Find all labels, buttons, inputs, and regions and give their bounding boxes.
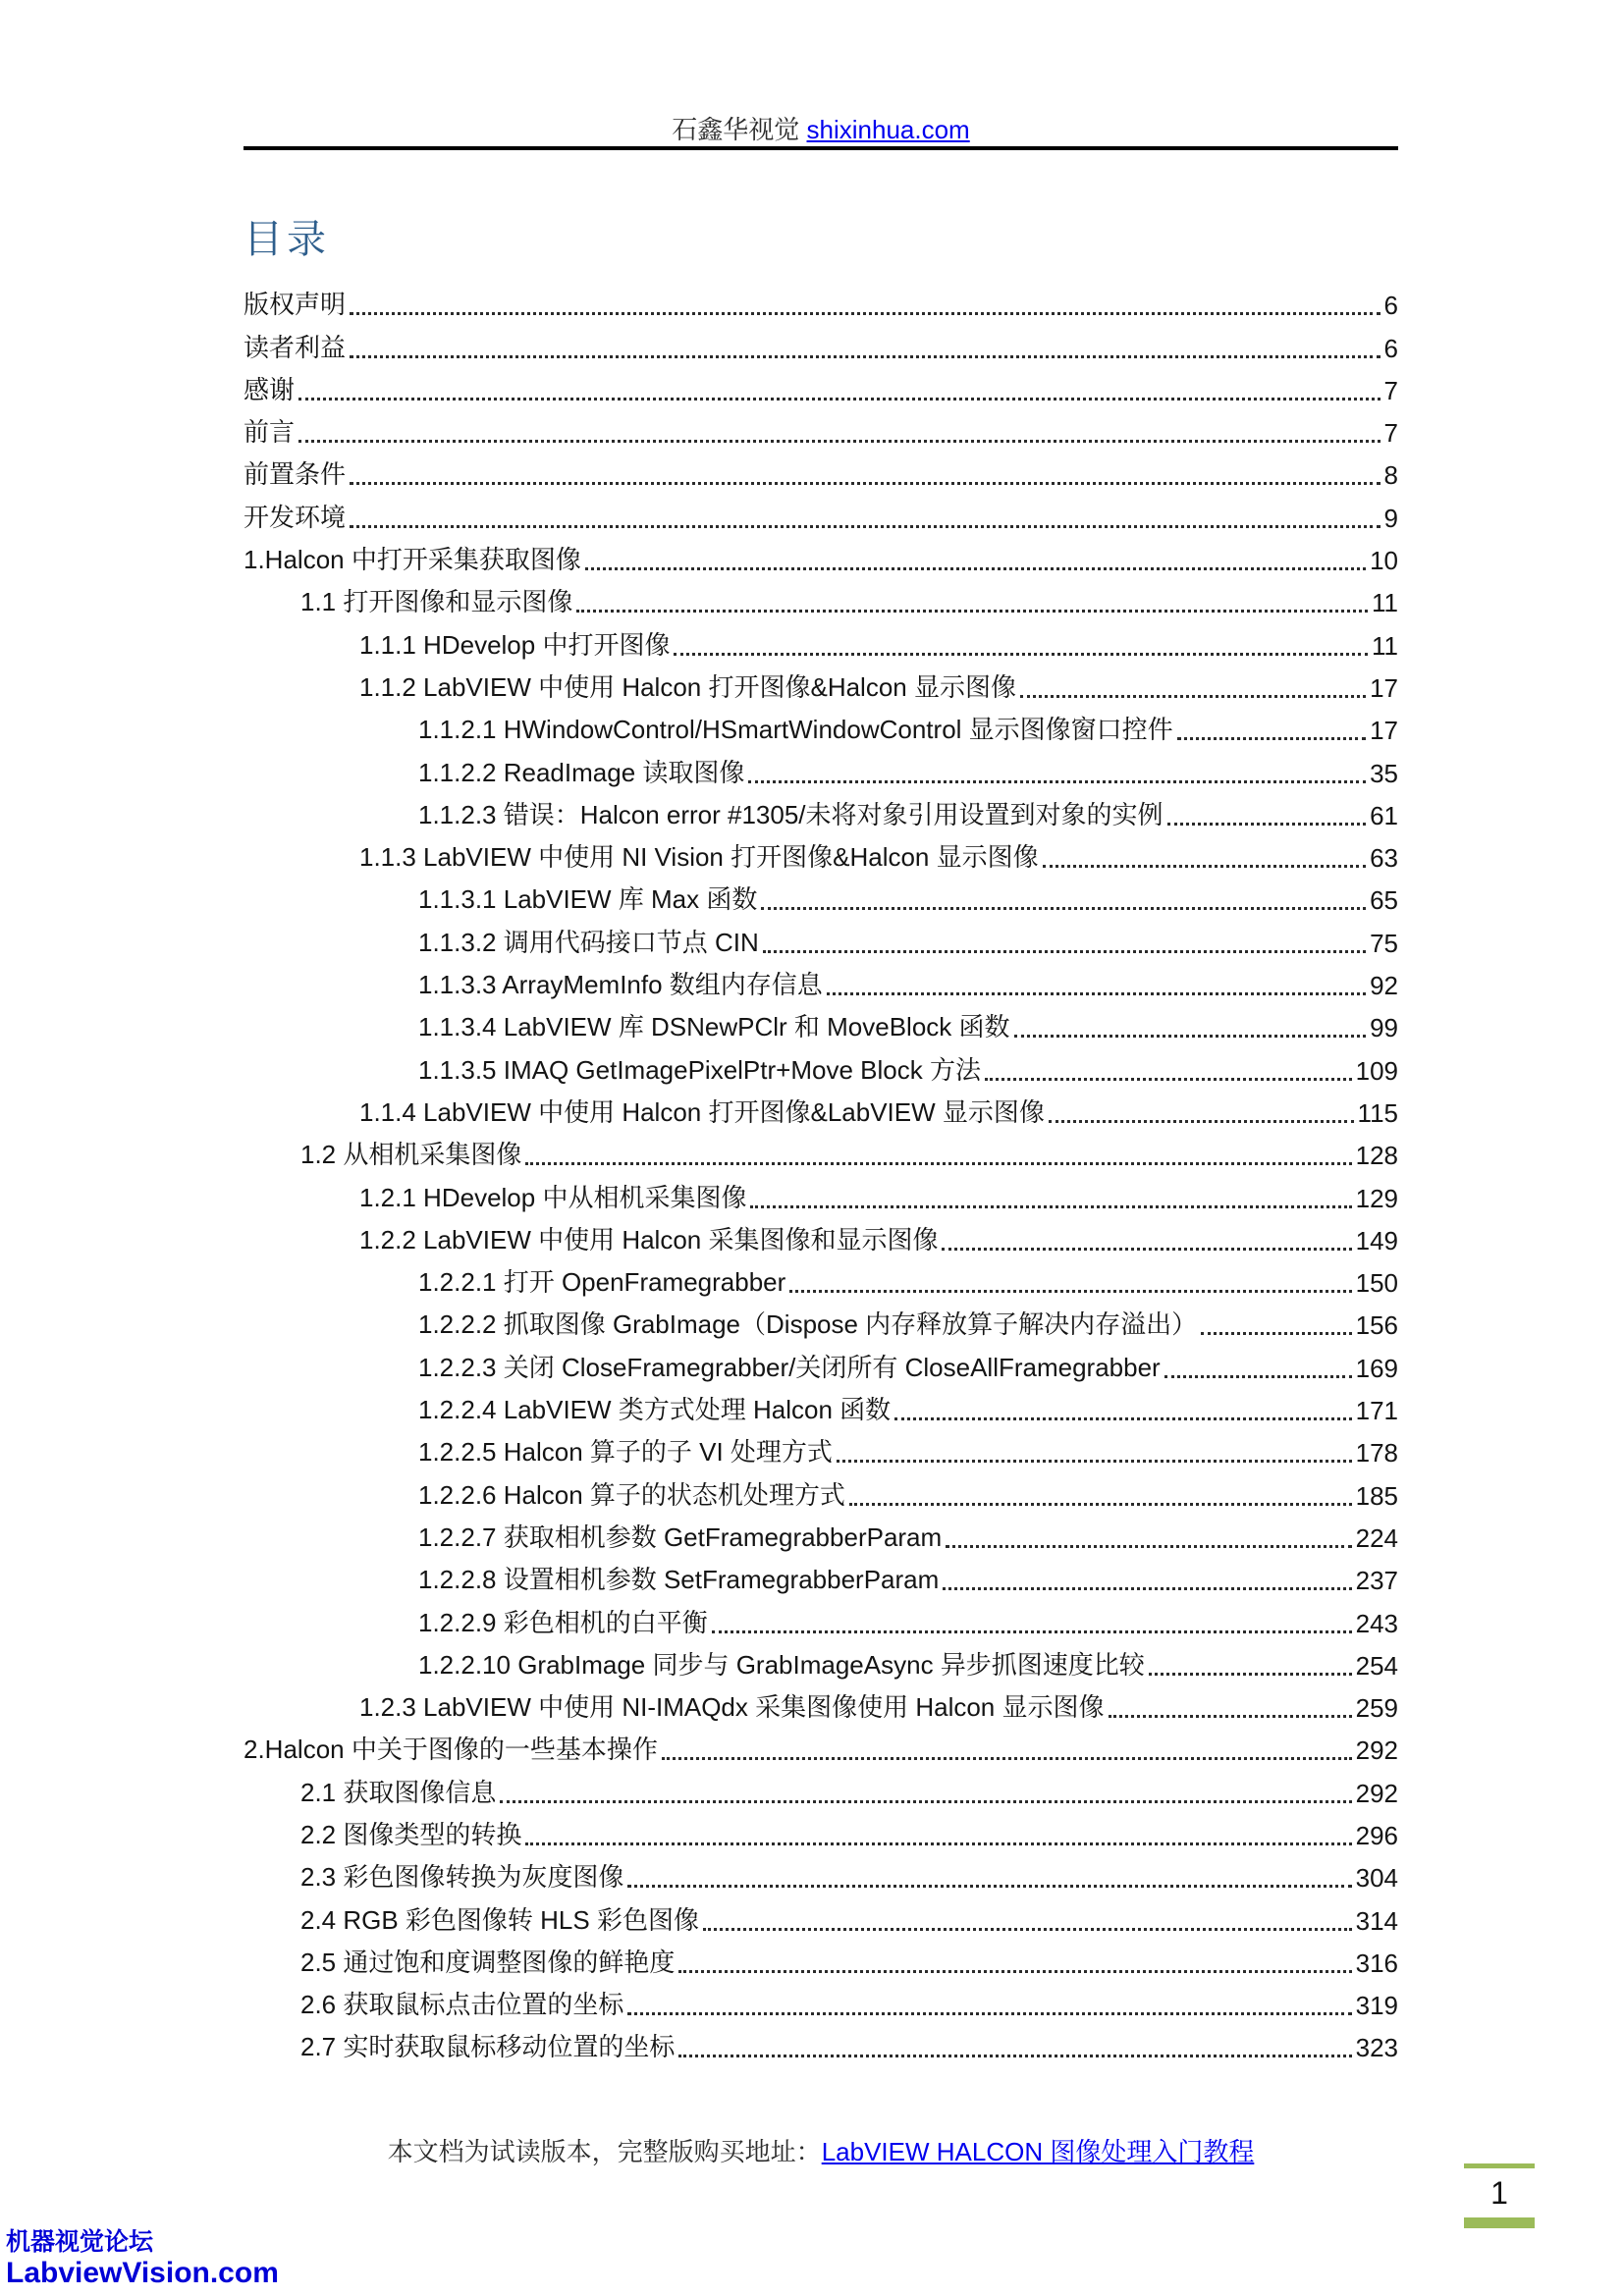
- toc-entry[interactable]: [244, 537, 1398, 579]
- header-site-name: 石鑫华视觉: [672, 115, 800, 144]
- toc-leader-dots: [894, 1417, 1351, 1420]
- toc-entry-label: 1.1.2.1 HWindowControl/HSmartWindowControl 显示图像窗口控件: [418, 715, 1173, 745]
- toc-entry-page: 323: [1355, 2033, 1398, 2063]
- toc-entry[interactable]: [244, 1854, 1398, 1896]
- toc-entry-page: 7: [1383, 375, 1398, 405]
- toc-entry-label: 2.7 实时获取鼠标移动位置的坐标: [300, 2032, 676, 2062]
- toc-entry-label: 1.1.4 LabVIEW 中使用 Halcon 打开图像&LabVIEW 显示图像: [359, 1096, 1045, 1127]
- toc-leader-dots: [763, 950, 1366, 953]
- header-divider: [244, 146, 1398, 150]
- toc-entry[interactable]: [244, 494, 1398, 536]
- footer-purchase-link[interactable]: LabVIEW HALCON 图像处理入门教程: [821, 2137, 1255, 2166]
- toc-leader-dots: [761, 907, 1366, 910]
- page-number-bar-bottom: [1464, 2217, 1535, 2228]
- toc-entry[interactable]: [244, 1132, 1398, 1174]
- toc-entry[interactable]: [244, 962, 1398, 1004]
- toc-leader-dots: [350, 312, 1380, 315]
- toc-entry[interactable]: [244, 665, 1398, 707]
- toc-entry-page: 171: [1355, 1396, 1398, 1426]
- toc-entry-label: 版权声明: [244, 290, 347, 320]
- toc-entry-page: 35: [1370, 758, 1398, 788]
- toc-entry[interactable]: [244, 1387, 1398, 1429]
- toc-leader-dots: [1043, 865, 1366, 868]
- toc-entry[interactable]: [244, 1896, 1398, 1939]
- toc-entry-label: 前置条件: [244, 459, 347, 490]
- toc-leader-dots: [1014, 1035, 1367, 1038]
- toc-entry-label: 2.6 获取鼠标点击位置的坐标: [300, 1990, 624, 2020]
- toc-entry-label: 2.4 RGB 彩色图像转 HLS 彩色图像: [300, 1904, 699, 1935]
- toc-entry-page: 129: [1355, 1183, 1398, 1213]
- toc-entry[interactable]: [244, 1429, 1398, 1471]
- toc-entry-page: 296: [1355, 1820, 1398, 1850]
- toc-entry-page: 17: [1370, 716, 1398, 746]
- toc-entry[interactable]: [244, 749, 1398, 791]
- toc-entry[interactable]: [244, 282, 1398, 324]
- toc-entry-label: 2.2 图像类型的转换: [300, 1819, 522, 1849]
- toc-entry-label: 1.2 从相机采集图像: [300, 1140, 522, 1170]
- page-content: [244, 0, 1398, 2296]
- toc-entry-label: 1.1.2.2 ReadImage 读取图像: [418, 757, 745, 787]
- toc-entry[interactable]: [244, 1344, 1398, 1386]
- toc-entry-label: 1.1.3.5 IMAQ GetImagePixelPtr+Move Block 方法: [418, 1054, 981, 1085]
- toc-entry[interactable]: [244, 1599, 1398, 1641]
- toc-leader-dots: [1201, 1332, 1351, 1335]
- toc-entry-label: 1.2.2.2 抓取图像 GrabImage（Dispose 内存释放算子解决内存溢出）: [418, 1309, 1198, 1340]
- toc-entry[interactable]: [244, 1046, 1398, 1089]
- toc-entry-label: 2.Halcon 中关于图像的一些基本操作: [244, 1735, 658, 1765]
- toc-entry-page: 6: [1383, 333, 1398, 363]
- toc-entry-label: 2.1 获取图像信息: [300, 1777, 497, 1807]
- page-header: [244, 110, 1398, 146]
- toc-entry-page: 109: [1355, 1055, 1398, 1086]
- toc-entry[interactable]: [244, 1557, 1398, 1599]
- watermark-site-url: LabviewVision.com: [6, 2256, 279, 2289]
- toc-entry-page: 10: [1370, 546, 1398, 576]
- toc-leader-dots: [703, 1928, 1352, 1931]
- toc-entry-label: 1.2.2.5 Halcon 算子的子 VI 处理方式: [418, 1437, 833, 1468]
- toc-entry[interactable]: [244, 1642, 1398, 1684]
- toc-entry-page: 314: [1355, 1905, 1398, 1936]
- toc-list: [244, 282, 1398, 2066]
- toc-leader-dots: [298, 398, 1380, 400]
- toc-entry-page: 304: [1355, 1863, 1398, 1894]
- toc-leader-dots: [662, 1757, 1352, 1760]
- toc-entry-page: 92: [1370, 971, 1398, 1001]
- page-footer: [244, 2132, 1398, 2168]
- toc-leader-dots: [1109, 1715, 1352, 1718]
- toc-entry-page: 316: [1355, 1948, 1398, 1978]
- toc-leader-dots: [585, 567, 1366, 570]
- toc-leader-dots: [1177, 737, 1366, 740]
- toc-entry[interactable]: [244, 1684, 1398, 1727]
- header-site-link[interactable]: shixinhua.com: [806, 115, 970, 144]
- toc-entry[interactable]: [244, 621, 1398, 664]
- toc-entry-label: 1.2.2.6 Halcon 算子的状态机处理方式: [418, 1479, 845, 1510]
- toc-entry-label: 读者利益: [244, 332, 347, 362]
- toc-entry-page: 178: [1355, 1438, 1398, 1468]
- toc-entry-page: 17: [1370, 672, 1398, 703]
- toc-entry[interactable]: [244, 1090, 1398, 1132]
- toc-entry[interactable]: [244, 579, 1398, 621]
- toc-entry-page: 259: [1355, 1693, 1398, 1724]
- toc-entry-label: 1.1.3.2 调用代码接口节点 CIN: [418, 927, 759, 957]
- toc-leader-dots: [837, 1460, 1352, 1463]
- toc-entry[interactable]: [244, 1982, 1398, 2024]
- toc-leader-dots: [525, 1842, 1351, 1845]
- toc-entry-page: 243: [1355, 1608, 1398, 1638]
- watermark: [6, 2228, 279, 2290]
- toc-entry-page: 8: [1383, 460, 1398, 491]
- toc-entry[interactable]: [244, 1471, 1398, 1514]
- page-number: 1: [1490, 2175, 1508, 2211]
- toc-entry[interactable]: [244, 1217, 1398, 1259]
- toc-entry[interactable]: [244, 1812, 1398, 1854]
- toc-entry-page: 149: [1355, 1225, 1398, 1255]
- toc-entry[interactable]: [244, 1515, 1398, 1557]
- toc-leader-dots: [678, 2055, 1351, 2057]
- toc-leader-dots: [678, 1970, 1351, 1973]
- toc-entry-page: 292: [1355, 1778, 1398, 1808]
- toc-entry-label: 1.1.3.4 LabVIEW 库 DSNewPClr 和 MoveBlock 函数: [418, 1012, 1010, 1042]
- toc-entry-label: 1.1.3.1 LabVIEW 库 Max 函数: [418, 884, 758, 915]
- toc-entry-label: 1.1.3 LabVIEW 中使用 NI Vision 打开图像&Halcon 显示图像: [359, 842, 1039, 873]
- toc-entry-page: 237: [1355, 1566, 1398, 1596]
- toc-entry-label: 1.2.2.4 LabVIEW 类方式处理 Halcon 函数: [418, 1395, 892, 1425]
- toc-entry-label: 1.2.1 HDevelop 中从相机采集图像: [359, 1182, 747, 1212]
- toc-leader-dots: [985, 1078, 1352, 1081]
- toc-entry[interactable]: [244, 367, 1398, 409]
- toc-leader-dots: [627, 1885, 1351, 1888]
- toc-entry[interactable]: [244, 452, 1398, 494]
- toc-entry[interactable]: [244, 1769, 1398, 1811]
- toc-leader-dots: [943, 1587, 1351, 1590]
- toc-leader-dots: [942, 1248, 1351, 1251]
- toc-entry-page: 224: [1355, 1522, 1398, 1553]
- toc-entry-label: 1.2.2.9 彩色相机的白平衡: [418, 1607, 708, 1637]
- toc-entry-page: 156: [1355, 1310, 1398, 1341]
- toc-entry-label: 1.1.1 HDevelop 中打开图像: [359, 629, 671, 660]
- page-number-block: [1464, 2163, 1535, 2228]
- toc-entry[interactable]: [244, 1174, 1398, 1216]
- toc-entry[interactable]: [244, 1302, 1398, 1344]
- toc-entry-label: 1.1.3.3 ArrayMemInfo 数组内存信息: [418, 970, 823, 1000]
- toc-entry-label: 1.1.2.3 错误：Halcon error #1305/未将对象引用设置到对象的实例: [418, 799, 1164, 829]
- toc-entry[interactable]: [244, 792, 1398, 834]
- toc-leader-dots: [849, 1503, 1352, 1506]
- toc-entry-label: 1.2.2.1 打开 OpenFramegrabber: [418, 1267, 786, 1298]
- toc-entry-page: 7: [1383, 418, 1398, 449]
- toc-leader-dots: [748, 780, 1366, 783]
- toc-entry-page: 292: [1355, 1735, 1398, 1766]
- toc-entry-label: 1.2.3 LabVIEW 中使用 NI-IMAQdx 采集图像使用 Halcon 显示图像: [359, 1692, 1105, 1723]
- toc-entry-page: 128: [1355, 1141, 1398, 1171]
- toc-entry-label: 1.2.2.7 获取相机参数 GetFramegrabberParam: [418, 1522, 943, 1552]
- toc-leader-dots: [525, 1162, 1351, 1165]
- toc-entry[interactable]: [244, 2024, 1398, 2066]
- toc-entry-page: 99: [1370, 1013, 1398, 1043]
- toc-leader-dots: [627, 2012, 1351, 2015]
- toc-leader-dots: [789, 1290, 1351, 1293]
- toc-entry-page: 254: [1355, 1650, 1398, 1681]
- toc-entry-label: 感谢: [244, 374, 296, 404]
- toc-entry-label: 1.1 打开图像和显示图像: [300, 587, 573, 617]
- toc-leader-dots: [1049, 1120, 1354, 1123]
- toc-entry-page: 11: [1372, 630, 1398, 661]
- toc-entry[interactable]: [244, 919, 1398, 961]
- toc-entry-label: 1.2.2.3 关闭 CloseFramegrabber/关闭所有 CloseAllFramegrabber: [418, 1352, 1161, 1382]
- toc-leader-dots: [1149, 1673, 1352, 1676]
- toc-leader-dots: [298, 440, 1380, 443]
- toc-entry[interactable]: [244, 834, 1398, 877]
- toc-entry-page: 115: [1357, 1097, 1398, 1128]
- toc-leader-dots: [712, 1630, 1352, 1633]
- toc-leader-dots: [750, 1205, 1351, 1208]
- toc-entry-page: 9: [1383, 503, 1398, 533]
- toc-entry-page: 6: [1383, 291, 1398, 321]
- watermark-forum-name: 机器视觉论坛: [6, 2228, 154, 2256]
- toc-entry-label: 1.2.2.10 GrabImage 同步与 GrabImageAsync 异步抓图速度比较: [418, 1649, 1145, 1680]
- toc-entry-label: 2.3 彩色图像转换为灰度图像: [300, 1862, 624, 1893]
- toc-entry-page: 319: [1355, 1991, 1398, 2021]
- toc-entry-label: 2.5 通过饱和度调整图像的鲜艳度: [300, 1947, 676, 1977]
- toc-entry-page: 65: [1370, 885, 1398, 916]
- toc-entry[interactable]: [244, 707, 1398, 749]
- toc-entry-page: 61: [1370, 800, 1398, 830]
- toc-entry-label: 1.2.2 LabVIEW 中使用 Halcon 采集图像和显示图像: [359, 1224, 939, 1255]
- toc-entry[interactable]: [244, 1727, 1398, 1769]
- toc-leader-dots: [827, 992, 1366, 995]
- toc-leader-dots: [1167, 823, 1367, 826]
- toc-leader-dots: [500, 1800, 1351, 1803]
- toc-entry-label: 开发环境: [244, 502, 347, 532]
- toc-entry[interactable]: [244, 1259, 1398, 1302]
- toc-entry-page: 185: [1355, 1480, 1398, 1511]
- toc-leader-dots: [576, 610, 1368, 613]
- toc-entry-page: 169: [1355, 1353, 1398, 1383]
- toc-entry[interactable]: [244, 324, 1398, 366]
- toc-leader-dots: [1164, 1375, 1352, 1378]
- toc-entry-label: 前言: [244, 417, 296, 448]
- toc-leader-dots: [350, 525, 1380, 528]
- toc-entry-page: 11: [1372, 588, 1398, 618]
- toc-title: 目录: [244, 218, 330, 261]
- toc-entry-page: 63: [1370, 843, 1398, 874]
- toc-leader-dots: [350, 482, 1380, 485]
- toc-entry[interactable]: [244, 1940, 1398, 1982]
- toc-entry[interactable]: [244, 877, 1398, 919]
- toc-leader-dots: [946, 1545, 1351, 1548]
- toc-entry-label: 1.2.2.8 设置相机参数 SetFramegrabberParam: [418, 1565, 940, 1595]
- toc-entry-label: 1.Halcon 中打开采集获取图像: [244, 545, 581, 575]
- toc-entry-page: 75: [1370, 928, 1398, 958]
- toc-entry-page: 150: [1355, 1268, 1398, 1299]
- footer-notice-text: 本文档为试读版本，完整版购买地址：: [387, 2137, 822, 2166]
- toc-entry[interactable]: [244, 1004, 1398, 1046]
- toc-leader-dots: [350, 355, 1380, 358]
- toc-entry-label: 1.1.2 LabVIEW 中使用 Halcon 打开图像&Halcon 显示图像: [359, 671, 1016, 702]
- toc-leader-dots: [674, 653, 1368, 656]
- toc-entry[interactable]: [244, 409, 1398, 452]
- toc-leader-dots: [1020, 695, 1366, 698]
